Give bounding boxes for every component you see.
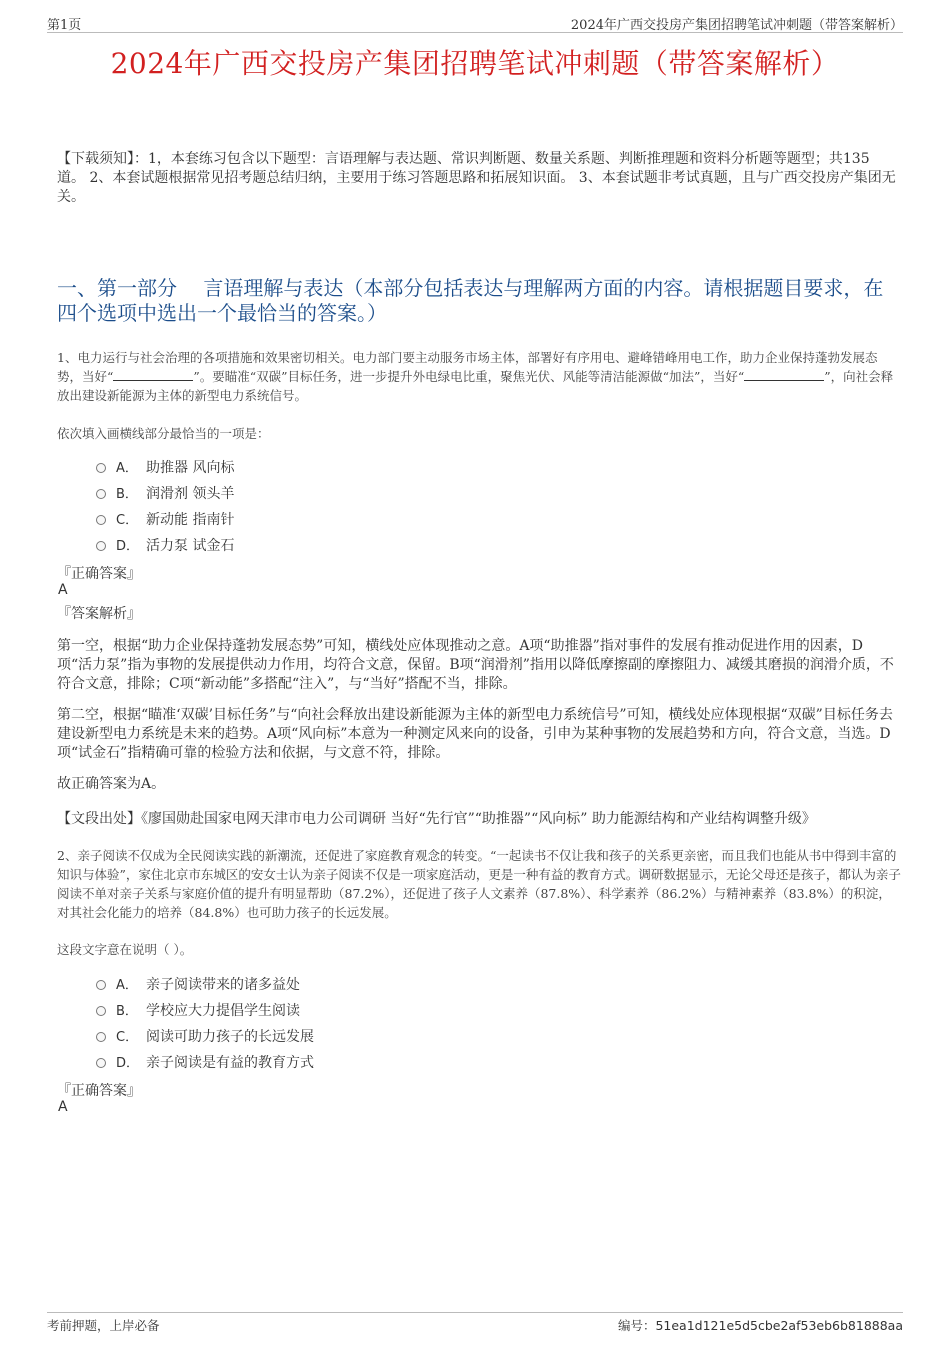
q2-option-b[interactable]: B． 学校应大力提倡学生阅读 <box>96 1000 300 1020</box>
q1-text-a: 1、电力运行与社会治理的各项措施和效果密切相关。电力部门要主动服务市场主体，部署好有序用电、避峰错峰用电工作，助力企业保持蓬勃发展态势，当好“ <box>57 350 878 384</box>
q2-option-c[interactable]: C． 阅读可助力孩子的长远发展 <box>96 1026 314 1046</box>
header-doc-title: 2024年广西交投房产集团招聘笔试冲刺题（带答案解析） <box>570 18 903 33</box>
q1-blank-2 <box>744 368 824 381</box>
footer-slogan: 考前押题，上岸必备 <box>47 1318 160 1333</box>
q2-prompt: 这段文字意在说明（ ）。 <box>57 942 193 957</box>
footer-code <box>618 1316 903 1334</box>
footer-code-label: 编号： <box>617 1318 656 1333</box>
download-notice: 【下载须知】：1，本套练习包含以下题型：言语理解与表达题、常识判断题、数量关系题、判断推理题和资料分析题等题型；共135道。 2、本套试题根据常见招考题总结归纳，主要用于练习答题思路和拓展知识面。 3、本套试题非考试真题，且与广西交投房产集团无关。 <box>57 151 896 205</box>
q2-answer-label: 『正确答案』 <box>57 1083 141 1099</box>
page-footer <box>47 1312 903 1335</box>
radio-icon[interactable] <box>96 1058 106 1068</box>
radio-icon[interactable] <box>96 515 106 525</box>
q1-prompt: 依次填入画横线部分最恰当的一项是： <box>57 426 270 441</box>
question-1-stem <box>57 348 902 405</box>
q1-option-a[interactable]: A． 助推器 风向标 <box>96 457 234 477</box>
q1-option-b[interactable]: B． 润滑剂 领头羊 <box>96 483 234 503</box>
page-header <box>47 10 903 33</box>
radio-icon[interactable] <box>96 541 106 551</box>
document-title: 2024年广西交投房产集团招聘笔试冲刺题（带答案解析） <box>110 47 840 80</box>
q1-conclusion: 故正确答案为A。 <box>57 776 166 792</box>
radio-icon[interactable] <box>96 489 106 499</box>
q1-analysis-label: 『答案解析』 <box>57 606 141 622</box>
radio-icon[interactable] <box>96 463 106 473</box>
page-number: 第1页 <box>47 18 82 33</box>
q1-option-d[interactable]: D． 活力泵 试金石 <box>96 535 234 555</box>
q1-text-b: ”。要瞄准“双碳”目标任务，进一步提升外电绿电比重，聚焦光伏、风能等清洁能源做“加法”，当好“ <box>193 369 745 384</box>
q1-answer-label: 『正确答案』 <box>57 566 141 582</box>
q1-blank-1 <box>113 368 193 381</box>
radio-icon[interactable] <box>96 1006 106 1016</box>
section-title: 一、第一部分 言语理解与表达（本部分包括表达与理解两方面的内容。请根据题目要求，在四个选项中选出一个最恰当的答案。） <box>57 276 884 325</box>
q1-text-c: ”，向社会释放出建设新能源为主体的新型电力系统信号。 <box>57 369 894 403</box>
q1-option-c[interactable]: C． 新动能 指南针 <box>96 509 234 529</box>
q1-source: 【文段出处】《廖国勋赴国家电网天津市电力公司调研 当好“先行官”“助推器”“风向标” 助力能源结构和产业结构调整升级》 <box>57 811 816 827</box>
radio-icon[interactable] <box>96 980 106 990</box>
q2-option-a[interactable]: A． 亲子阅读带来的诸多益处 <box>96 974 300 994</box>
q2-answer: A <box>58 1099 68 1115</box>
q1-answer: A <box>58 582 68 598</box>
q2-option-d[interactable]: D． 亲子阅读是有益的教育方式 <box>96 1052 314 1072</box>
q1-analysis-paragraph-1: 第一空，根据“助力企业保持蓬勃发展态势”可知，横线处应体现推动之意。A项“助推器”指对事件的发展有推动促进作用的因素，D项“活力泵”指为事物的发展提供动力作用，均符合文意，保留。B项“润滑剂”指用以降低摩擦副的摩擦阻力、减缓其磨损的润滑介质，不符合文意，排除；C项“新动能”多搭配“注入”，与“当好”搭配不当，排除。 <box>57 638 894 692</box>
footer-code-value: 51ea1d121e5d5cbe2af53eb6b81888aa <box>655 1318 903 1333</box>
question-2-stem: 2、亲子阅读不仅成为全民阅读实践的新潮流，还促进了家庭教育观念的转变。“一起读书不仅让我和孩子的关系更亲密，而且我们也能从书中得到丰富的知识与体验”，家住北京市东城区的安女士认为亲子阅读不仅是一项家庭活动，更是一种有益的教育方式。调研数据显示，无论父母还是孩子，都认为亲子阅读不单对亲子关系与家庭价值的提升有明显帮助（87.2%），还促进了孩子人文素养（87.8%）、科学素养（86.2%）与精神素养（83.8%）的积淀，对其社会化能力的培养（84.8%）也可助力孩子的长远发展。 <box>57 848 901 920</box>
radio-icon[interactable] <box>96 1032 106 1042</box>
q1-analysis-paragraph-2: 第二空，根据“瞄准‘双碳’目标任务”与“向社会释放出建设新能源为主体的新型电力系统信号”可知，横线处应体现根据“双碳”目标任务去建设新型电力系统是未来的趋势。A项“风向标”本意为一种测定风来向的设备，引申为某种事物的发展趋势和方向，符合文意，当选。D项“试金石”指精确可靠的检验方法和依据，与文意不符，排除。 <box>57 707 893 761</box>
